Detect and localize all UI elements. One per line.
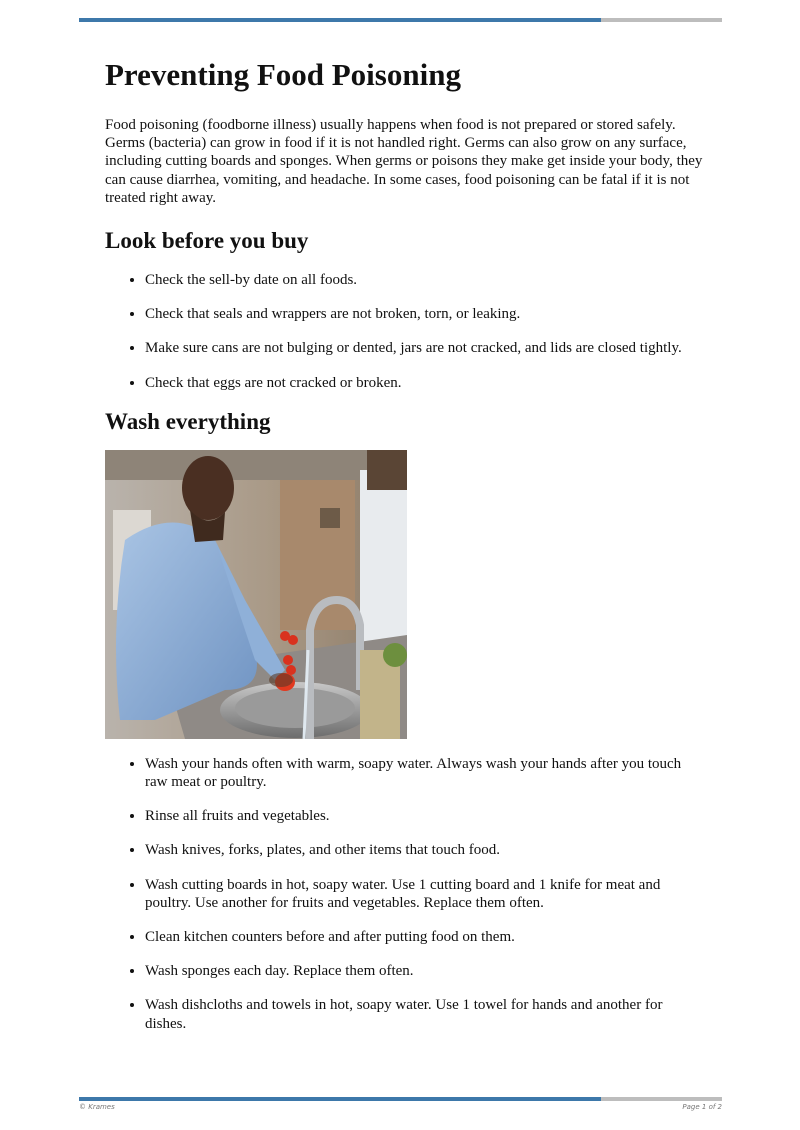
section-wash-everything <box>105 408 705 1033</box>
list-item: • Wash your hands often with warm, soapy water. Always wash your hands after you touch raw meat or poultry. <box>145 755 705 791</box>
list-item: • Make sure cans are not bulging or dented, jars are not cracked, and lids are closed tightly. <box>145 339 705 357</box>
section-heading: Look before you buy <box>105 228 309 254</box>
intro-paragraph: Food poisoning (foodborne illness) usually happens when food is not prepared or stored safely. Germs (bacteria) can grow in food if it is not handled right. Germs can also grow on any surface, including cutting boards and sponges. When germs or poisons they make get inside your body, they can cause diarrhea, vomiting, and headache. In some cases, food poisoning can be fatal if it is not treated right away. <box>105 117 703 206</box>
list-item: • Check the sell-by date on all foods. <box>145 271 705 289</box>
section-heading: Wash everything <box>105 408 271 434</box>
page-number: Page 1 of 2 <box>682 1103 722 1111</box>
header-rule-secondary <box>601 18 722 22</box>
footer-rule-secondary <box>601 1097 722 1101</box>
list-item: • Wash knives, forks, plates, and other items that touch food. <box>145 841 705 859</box>
list-item: • Wash dishcloths and towels in hot, soapy water. Use 1 towel for hands and another for dishes. <box>145 996 705 1032</box>
list-item: • Rinse all fruits and vegetables. <box>145 807 705 825</box>
footer-rule <box>79 1097 722 1101</box>
document-body <box>105 56 705 1049</box>
list-item: • Clean kitchen counters before and after putting food on them. <box>145 928 705 946</box>
section-look-before-you-buy <box>105 227 705 392</box>
list-item: • Wash cutting boards in hot, soapy water. Use 1 cutting board and 1 knife for meat and poultry. Use another for fruits and vegetables. Replace them often. <box>145 876 705 912</box>
page-footer <box>79 1103 722 1111</box>
bullet-list <box>105 755 705 1033</box>
copyright-text: © Krames <box>79 1103 115 1111</box>
list-item: • Check that eggs are not cracked or broken. <box>145 374 705 392</box>
bullet-list <box>105 271 705 392</box>
list-item: • Wash sponges each day. Replace them often. <box>145 962 705 980</box>
header-rule-accent <box>79 18 601 22</box>
handwashing-photo <box>105 450 407 739</box>
footer-rule-accent <box>79 1097 601 1101</box>
header-rule <box>79 18 722 22</box>
list-item: • Check that seals and wrappers are not broken, torn, or leaking. <box>145 305 705 323</box>
page-title: Preventing Food Poisoning <box>105 57 461 92</box>
